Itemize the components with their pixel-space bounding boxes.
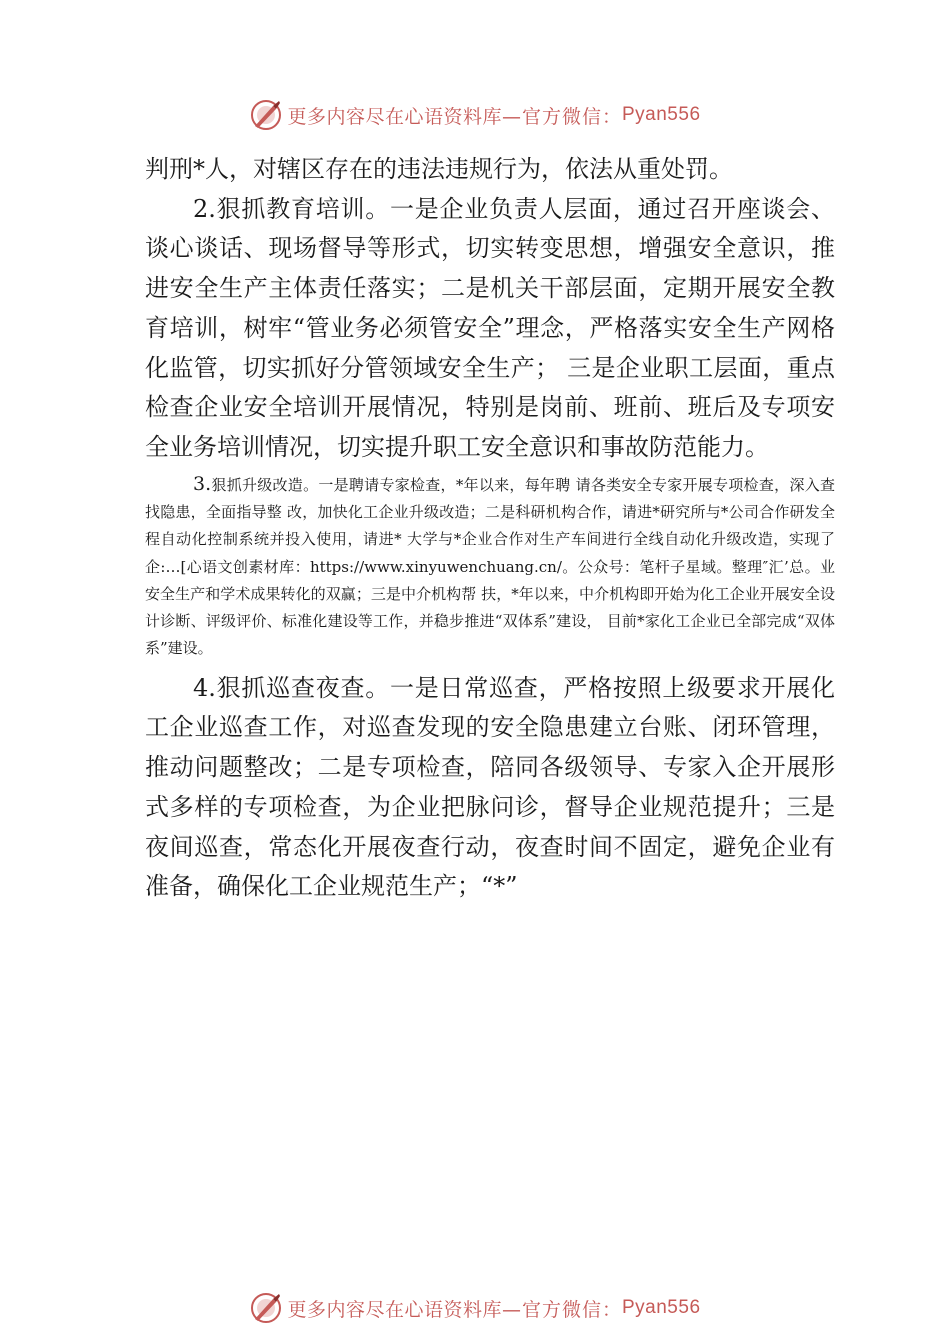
quill-pen-seal-icon [249, 98, 283, 132]
paragraph-2-education-training: 2.狠抓教育培训。一是企业负责人层面，通过召开座谈会、谈心谈话、现场督导等形式，切实转变思想，增强安全意识，推进安全生产主体责任落实；二是机关干部层面，定期开展安全教育培训，树牢“管业务必须管安全”理念，严格落实安全生产网格化监管，切实抓好分管领域安全生产； 三是企业职工层面，重点检查企业安全培训开展情况，特别是岗前、班前、班后及专项安全业务培训情况，切实提升职工安全意识和事故防范能力。 [145, 194, 835, 461]
document-body [145, 150, 835, 907]
paragraph-1: 判刑*人，对辖区存在的违法违规行为，依法从重处罚。 [145, 155, 733, 183]
banner-wechat-id: Pyan556 [622, 1297, 701, 1318]
footer-banner [0, 1288, 950, 1328]
banner-main-text: 更多内容尽在心语资料库 [287, 105, 502, 128]
paragraph-3-text: 狠抓升级改造。一是聘请专家检查，*年以来，每年聘 请各类安全专家开展专项检查，深入查找隐患，全面指导整 改，加快化工企业升级改造；二是科研机构合作，请进*研究所与*公司合作研发全程自动化控制系统并投入使用，请进* 大学与*企业合作对生产车间进行全线自动化升级改造，实现了企:…[心语文创素材库：https://www.xinyuwenchuang.cn/。公众号：笔杆子星域。整理″汇’总。业安全生产和学术成果转化的双赢；三是中介机构帮 扶，*年以来，中介机构即开始为化工企业开展安全设计诊断、评级评价、标准化建设等工作，并稳步推进“双体系”建设， 目前*家化工企业已全部完成“双体系”建设。 [145, 475, 835, 658]
paragraph-3-upgrade [145, 471, 835, 663]
banner-wechat-label: —官方微信： [501, 1298, 622, 1321]
banner-wechat-id: Pyan556 [622, 104, 701, 125]
paragraph-4-inspection: 4.狠抓巡查夜查。一是日常巡查，严格按照上级要求开展化工企业巡查工作，对巡查发现的安全隐患建立台账、闭环管理，推动问题整改；二是专项检查，陪同各级领导、专家入企开展形式多样的专项检查，为企业把脉问诊，督导企业规范提升；三是夜间巡查，常态化开展夜查行动，夜查时间不固定，避免企业有准备，确保化工企业规范生产；“*” [145, 673, 835, 901]
quill-pen-seal-icon [249, 1291, 283, 1325]
banner-wechat-label: —官方微信： [501, 105, 622, 128]
paragraph-3-number: 3. [193, 472, 212, 495]
banner-main-text: 更多内容尽在心语资料库 [287, 1298, 502, 1321]
header-banner [0, 95, 950, 135]
